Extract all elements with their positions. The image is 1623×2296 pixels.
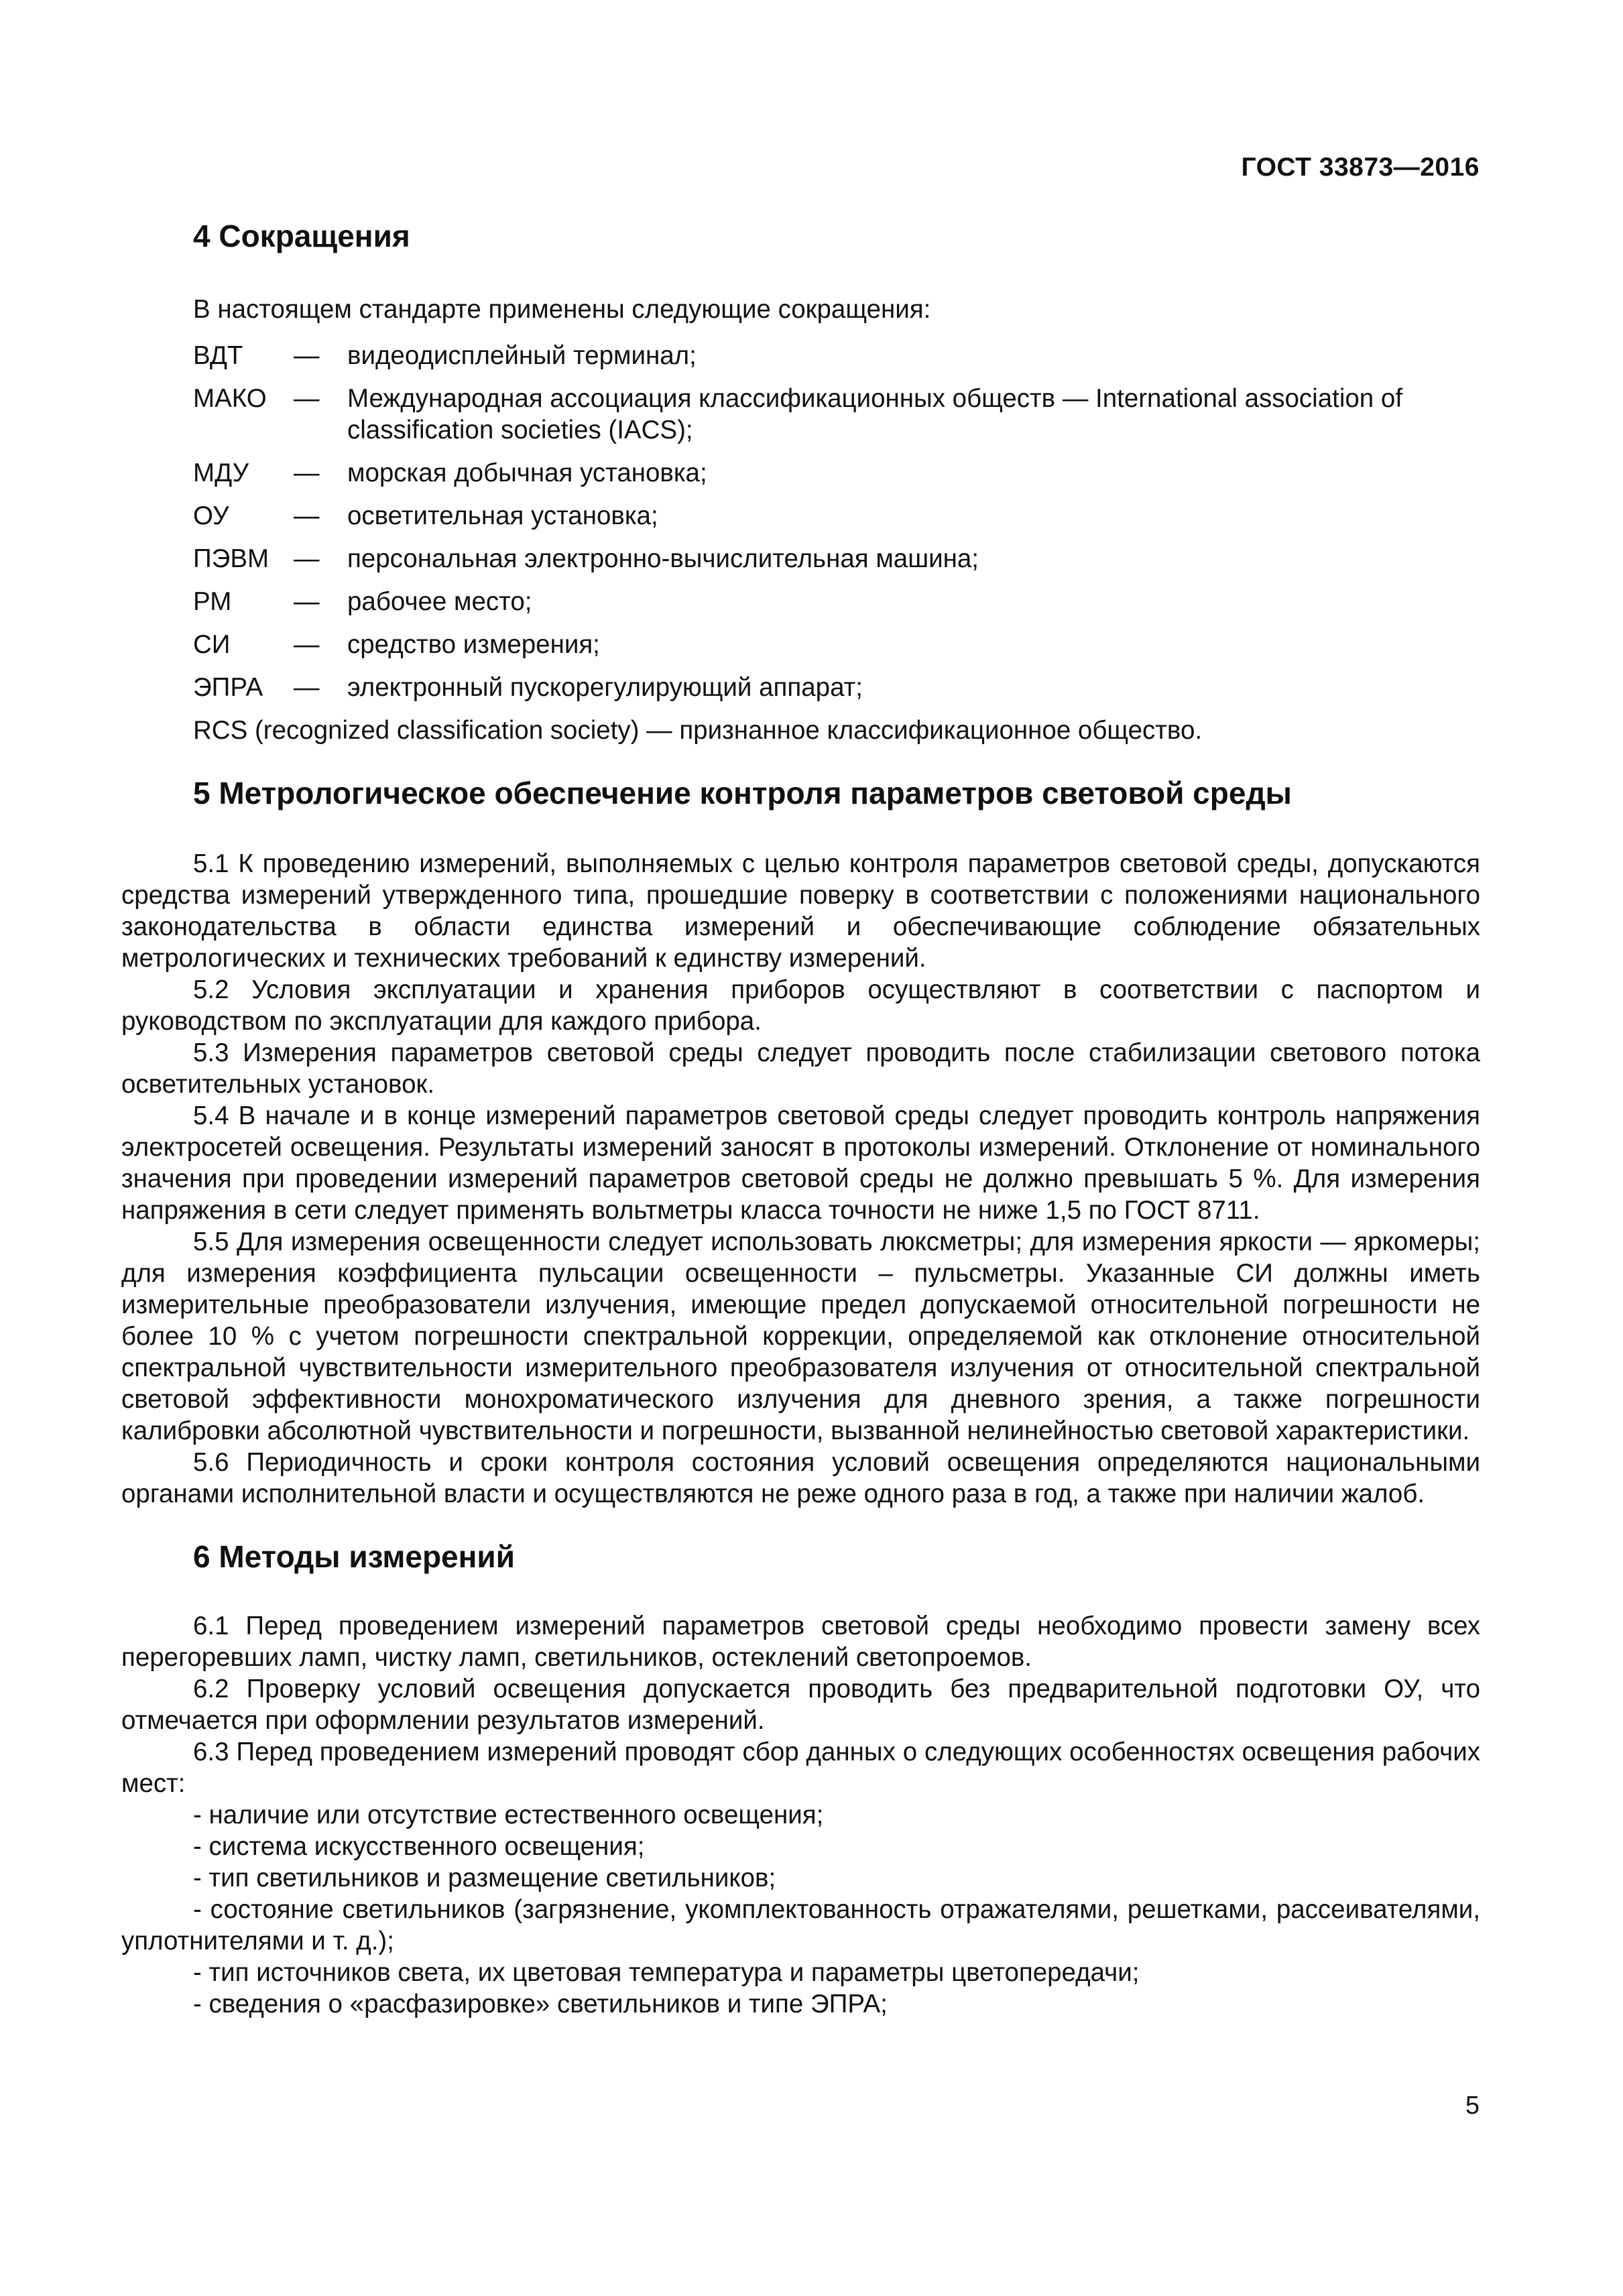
abbreviation-item [193, 457, 1480, 489]
section-4-title: 4 Сокращения [193, 219, 410, 253]
abbreviation-definition: рабочее место; [347, 587, 532, 616]
abbreviation-definition: осветительная установка; [347, 501, 658, 530]
list-item: - сведения о «расфазировке» светильников и типе ЭПРА; [193, 1990, 888, 2018]
paragraph-5-2: 5.2 Условия эксплуатации и хранения приборов осуществляют в соответствии с паспортом и руководством по эксплуатации для каждого прибора. [121, 975, 1480, 1036]
abbreviation-term: ЭПРА [193, 673, 263, 702]
list-item: - тип источников света, их цветовая температура и параметры цветопередачи; [193, 1958, 1140, 1987]
abbreviation-dash: — [294, 544, 320, 573]
standard-code: ГОСТ 33873—2016 [1241, 153, 1480, 182]
abbreviation-dash: — [294, 673, 320, 702]
abbreviation-definition: персональная электронно-вычислительная машина; [347, 544, 979, 573]
abbreviation-term: МДУ [193, 459, 249, 487]
abbreviation-item [193, 629, 1480, 660]
abbreviation-term: СИ [193, 630, 231, 659]
abbreviation-definition: средство измерения; [347, 630, 600, 659]
abbreviation-dash: — [294, 384, 320, 413]
paragraph-5-4: 5.4 В начале и в конце измерений параметров световой среды следует проводить контроль напряжения электросетей освещения. Результаты измерений заносят в протоколы измерений. Отклонение от номинального значения при проведении измерений параметров световой среды не должно превышать 5 %. Для измерения напряжения в сети следует применять вольтметры класса точности не ниже 1,5 по ГОСТ 8711. [121, 1101, 1480, 1225]
abbreviation-item [193, 543, 1480, 575]
abbreviation-list [121, 340, 1480, 703]
abbreviation-term: ОУ [193, 501, 229, 530]
list-item: - система искусственного освещения; [193, 1832, 645, 1861]
abbreviation-dash: — [294, 459, 320, 487]
abbreviation-item [193, 672, 1480, 703]
abbreviation-item [193, 383, 1480, 446]
abbreviation-dash: — [294, 630, 320, 659]
abbreviation-definition: видеодисплейный терминал; [347, 341, 697, 370]
page-number: 5 [1465, 2092, 1480, 2120]
abbreviation-dash: — [294, 501, 320, 530]
paragraph-6-2: 6.2 Проверку условий освещения допускается проводить без предварительной подготовки ОУ, что отмечается при оформлении результатов измерений. [121, 1675, 1480, 1735]
abbreviation-dash: — [294, 341, 320, 370]
abbreviation-term: ВДТ [193, 341, 243, 370]
paragraph-6-1: 6.1 Перед проведением измерений параметров световой среды необходимо провести замену всех перегоревших ламп, чистку ламп, светильников, остеклений светопроемов. [121, 1612, 1480, 1672]
abbreviation-term: ПЭВМ [193, 544, 269, 573]
paragraph-5-1: 5.1 К проведению измерений, выполняемых с целью контроля параметров световой среды, допускаются средства измерений утвержденного типа, прошедшие поверку в соответствии с положениями национального законодательства в области единства измерений и обеспечивающие соблюдение обязательных метрологических и технических требований к единству измерений. [121, 849, 1480, 973]
paragraph-5-5: 5.5 Для измерения освещенности следует использовать люксметры; для измерения яркости — яркомеры; для измерения коэффициента пульсации освещенности – пульсметры. Указанные СИ должны иметь измерительные преобразователи излучения, имеющие предел допускаемой относительной погрешности не более 10 % с учетом погрешности спектральной коррекции, определяемой как отклонение относительной спектральной чувствительности измерительного преобразователя излучения от относительной спектральной световой эффективности монохроматического излучения для дневного зрения, а также погрешности калибровки абсолютной чувствительности и погрешности, вызванной нелинейностью световой характеристики. [121, 1227, 1480, 1445]
abbreviation-dash: — [294, 587, 320, 616]
document-body [121, 216, 1480, 2020]
abbreviation-definition: морская добычная установка; [347, 459, 707, 487]
abbreviation-term: МАКО [193, 384, 267, 413]
section-5-title: 5 Метрологическое обеспечение контроля параметров световой среды [193, 776, 1292, 810]
abbreviation-item [193, 586, 1480, 617]
paragraph-5-3: 5.3 Измерения параметров световой среды следует проводить после стабилизации светового потока осветительных установок. [121, 1038, 1480, 1099]
abbreviation-definition: Международная ассоциация классификационных обществ — International association of classification societies (IACS); [347, 384, 1403, 444]
abbreviation-definition: электронный пускорегулирующий аппарат; [347, 673, 863, 702]
list-item: - наличие или отсутствие естественного освещения; [193, 1801, 824, 1829]
section-4-intro: В настоящем стандарте применены следующие сокращения: [193, 295, 931, 324]
abbreviation-term: РМ [193, 587, 232, 616]
list-item: - состояние светильников (загрязнение, укомплектованность отражателями, решетками, рассеивателями, уплотнителями и т. д.); [121, 1895, 1480, 1955]
abbreviation-item [193, 500, 1480, 532]
list-item: - тип светильников и размещение светильников; [193, 1864, 776, 1892]
section-6-title: 6 Методы измерений [193, 1539, 515, 1574]
paragraph-6-3: 6.3 Перед проведением измерений проводят сбор данных о следующих особенностях освещения рабочих мест: [121, 1738, 1480, 1798]
paragraph-5-6: 5.6 Периодичность и сроки контроля состояния условий освещения определяются национальными органами исполнительной власти и осуществляются не реже одного раза в год, а также при наличии жалоб. [121, 1448, 1480, 1508]
abbreviation-rcs: RCS (recognized classification society) — признанное классификационное общество. [193, 716, 1203, 745]
abbreviation-item [193, 340, 1480, 371]
